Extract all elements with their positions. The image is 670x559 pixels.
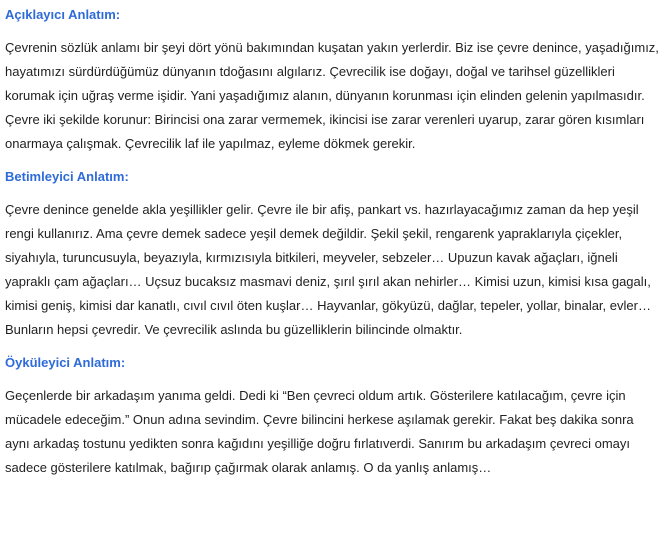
section-text-aciklayici: Çevrenin sözlük anlamı bir şeyi dört yönü bakımından kuşatan yakın yerlerdir. Biz ise çevre denince, yaşadığımız, hayatımızı sürdürdüğümüz dünyanın tdoğasını algılarız. Çevrecilik ise doğayı, doğal ve tarihsel güzellikleri korumak için uğraş verme işidir. Yani yaşadığımız alanın, dünyanın korunması için elinden gelenin yapılmasıdır. Çevre iki şekilde korunur: Birincisi ona zarar vermemek, ikincisi ise zarar verenleri uyarup, zarar gören kısımları onarmaya çalışmak. Çevrecilik laf ile yapılmaz, eyleme dökmek gerekir. xyxy=(5,40,659,151)
section-aciklayici xyxy=(5,6,660,156)
section-heading-betimleyici: Betimleyici Anlatım: xyxy=(5,169,129,184)
spacer xyxy=(5,372,660,384)
section-text-oykuleyici: Geçenlerde bir arkadaşım yanıma geldi. Dedi ki “Ben çevreci oldum artık. Gösterilere katılacağım, çevre için mücadele edeceğim.” Onun adına sevindim. Çevre bilincini herkese aşılamak gerekir. Fakat beş dakika sonra aynı arkadaş tostunu yedikten sonra kağıdını yeşilliğe doğru fırlatıverdi. Sanırım bu arkadaşım çevreci omayı sadece gösterilere katılmak, bağırıp çağırmak olarak anlamış. O da yanlış anlamış… xyxy=(5,388,634,475)
section-oykuleyici xyxy=(5,354,660,480)
spacer xyxy=(5,156,660,168)
section-text-betimleyici: Çevre denince genelde akla yeşillikler gelir. Çevre ile bir afiş, pankart vs. hazırlayacağımız zaman da hep yeşil rengi kullanırız. Ama çevre demek sadece yeşil demek değildir. Şekil şekil, rengarenk yapraklarıyla çiçekler, siyahıyla, turuncusuyla, beyazıyla, kırmızısıyla bitkileri, meyveler, sebzeler… Upuzun kavak ağaçları, iğneli yapraklı çam ağaçları… Uçsuz bucaksız masmavi deniz, şırıl şırıl akan nehirler… Kimisi uzun, kimisi kısa gagalı, kimisi geniş, kimisi dar kanatlı, cıvıl cıvıl öten kuşlar… Hayvanlar, gökyüzü, dağlar, tepeler, yollar, binalar, evler… Bunların hepsi çevredir. Ve çevrecilik aslında bu güzelliklerin bilincinde olmaktır. xyxy=(5,202,651,337)
section-betimleyici xyxy=(5,168,660,342)
section-heading-aciklayici: Açıklayıcı Anlatım: xyxy=(5,7,121,22)
spacer xyxy=(5,24,660,36)
section-heading-oykuleyici: Öyküleyici Anlatım: xyxy=(5,355,126,370)
spacer xyxy=(5,186,660,198)
spacer xyxy=(5,342,660,354)
